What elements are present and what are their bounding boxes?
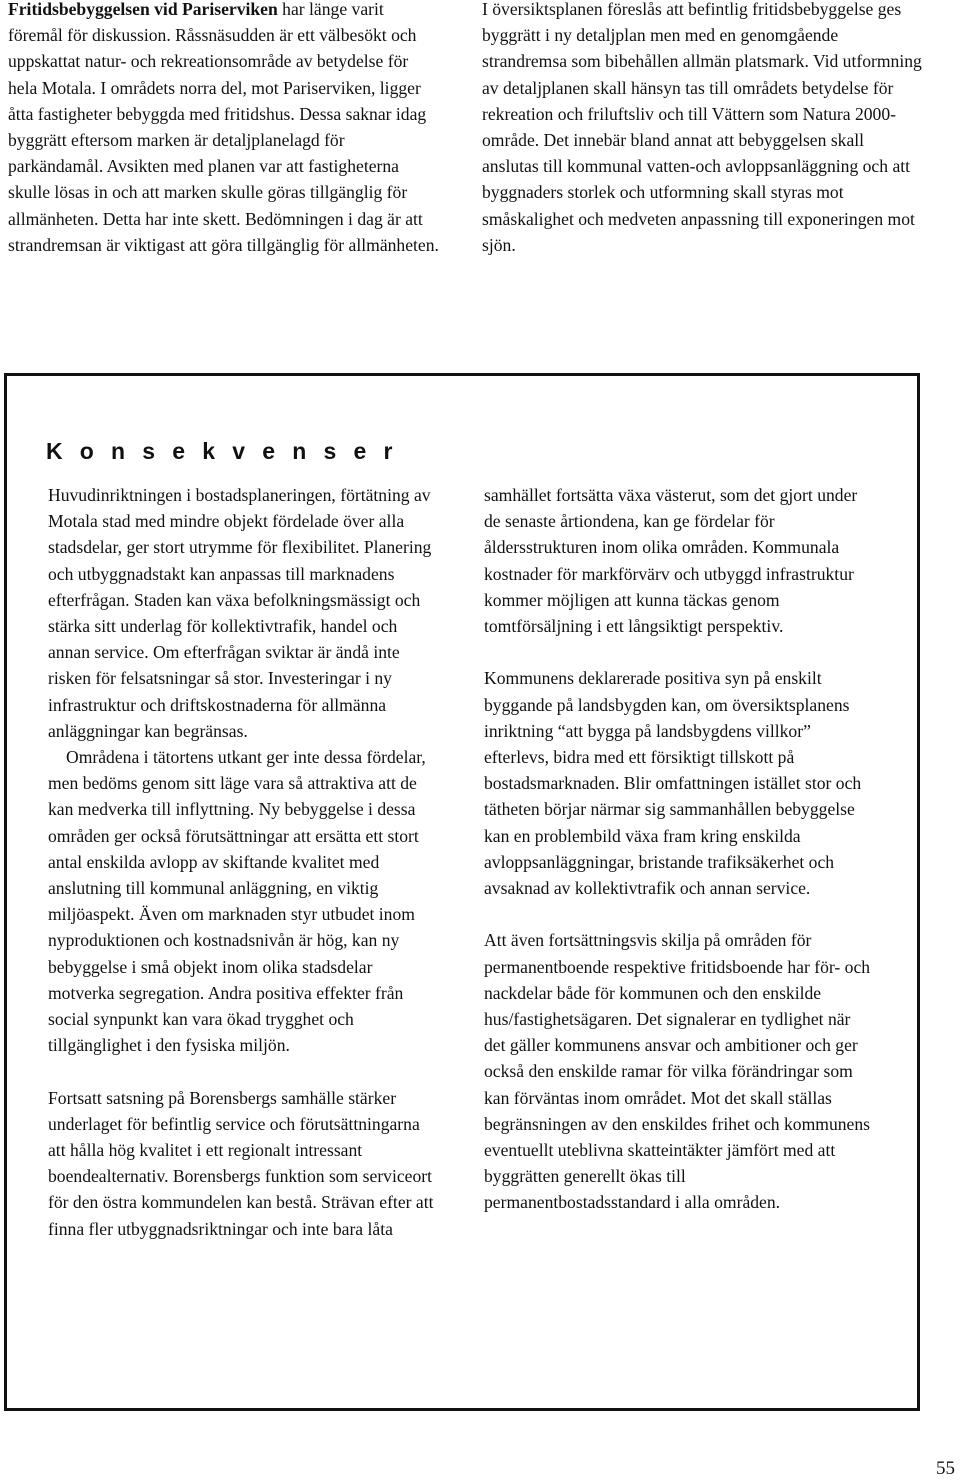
paragraph: Kommunens deklarerade positiva syn på enskilt byggande på landsbygden kan, om översiktsplanens inriktning “att bygga på landsbygdens villkor” efterlevs, bidra med ett försiktigt tillskott på bostadsmarknaden. Blir omfattningen istället stor och tätheten börjar närmar sig sammanhållen bebyggelse kan en problembild växa fram kring enskilda avloppsanläggningar, bristande trafiksäkerhet och avsaknad av kollektivtrafik och annan service. <box>484 668 862 899</box>
page-number: 55 <box>936 1458 955 1479</box>
oversiktsplan-paragraph: I översiktsplanen föreslås att befintlig fritidsbebyggelse ges byggrätt i ny detaljplan men med en genomgående strandremsa som bibehållen allmän platsmark. Vid utformning av detaljplanen skall hänsyn tas till områdets betydelse för rekreation och friluftsliv och till Vättern som Natura 2000-område. Det innebär bland annat att bebyggelsen skall anslutas till kommunal vatten-och avloppsanläggning och att byggnaders storlek och utformning skall styras mot småskalighet och medveten anpassning till exponeringen mot sjön. <box>482 0 922 255</box>
paragraph: Fortsatt satsning på Borensbergs samhälle stärker underlaget för befintlig service och förutsättningarna att hålla hög kvalitet i ett regionalt intressant boendealternativ. Borensbergs funktion som serviceort för den östra kommundelen kan bestå. Strävan efter att finna fler utbyggnadsriktningar och inte bara låta <box>48 1087 434 1239</box>
intro-left-column <box>8 0 440 258</box>
paragraph-lead: Fritidsbebyggelsen vid Pariserviken <box>8 0 278 19</box>
konsekvenser-right-column <box>484 482 876 1216</box>
paragraph: Huvudinriktningen i bostadsplaneringen, förtätning av Motala stad med mindre objekt fördelade över alla stadsdelar, ger stort utrymme för flexibilitet. Planering och utbyggnadstakt kan anpassas till marknadens efterfrågan. Staden kan växa befolkningsmässigt och stärka sitt underlag för kollektivtrafik, handel och annan service. Om efterfrågan sviktar är ändå inte risken för felsatsningar så stor. Investeringar i ny infrastruktur och driftskostnaderna för allmänna anläggningar kan begränsas. <box>48 485 432 741</box>
paragraph: samhället fortsätta växa västerut, som det gjort under de senaste årtiondena, kan ge fördelar för åldersstrukturen inom olika områden. Kommunala kostnader för markförvärv och utbyggd infrastruktur kommer möjligen att kunna täckas genom tomtförsäljning i ett långsiktigt perspektiv. <box>484 485 858 637</box>
konsekvenser-left-column <box>48 482 440 1242</box>
paragraph: Områdena i tätortens utkant ger inte dessa fördelar, men bedöms genom sitt läge vara så attraktiva att de kan medverka till inflyttning. Ny bebyggelse i dessa områden ger också förutsättningar att ersätta ett stort antal enskilda avlopp av skiftande kvalitet med anslutning till kommunal anläggning, en viktig miljöaspekt. Även om marknaden styr utbudet inom nyproduktionen och kostnadsnivån är hög, kan ny bebyggelse i små objekt inom olika stadsdelar motverka segregation. Andra positiva effekter från social synpunkt kan vara ökad trygghet och tillgänglighet i den fysiska miljön. <box>48 747 426 1056</box>
paragraph: Att även fortsättningsvis skilja på områden för permanentboende respektive fritidsboende har för- och nackdelar både för kommunen och den enskilde hus/fastighetsägaren. Det signalerar en tydlighet när det gäller kommunens ansvar och ambitioner och ger också den enskilde ramar för vilka förändringar som kan förväntas inom området. Mot det skall ställas begränsningen av den enskildes frihet och kommunens eventuellt uteblivna skatteintäkter jämfört med att byggrätten generellt ökas till permanentbostadsstandard i alla områden. <box>484 930 871 1213</box>
pariserviken-paragraph <box>8 0 440 258</box>
paragraph-text: har länge varit föremål för diskussion. Råssnäsudden är ett välbesökt och uppskattat natur- och rekreationsområde av betydelse för hela Motala. I områdets norra del, mot Pariserviken, ligger åtta fastigheter bebyggda med fritidshus. Dessa saknar idag byggrätt eftersom marken är detaljplanelagd för parkändamål. Avsikten med planen var att fastigheterna skulle lösas in och att marken skulle göras tillgänglig för allmänheten. Detta har inte skett. Bedömningen i dag är att strandremsan är viktigast att göra tillgänglig för allmänheten. <box>8 0 439 255</box>
section-title: Konsekvenser <box>46 438 410 464</box>
intro-right-column <box>482 0 922 258</box>
